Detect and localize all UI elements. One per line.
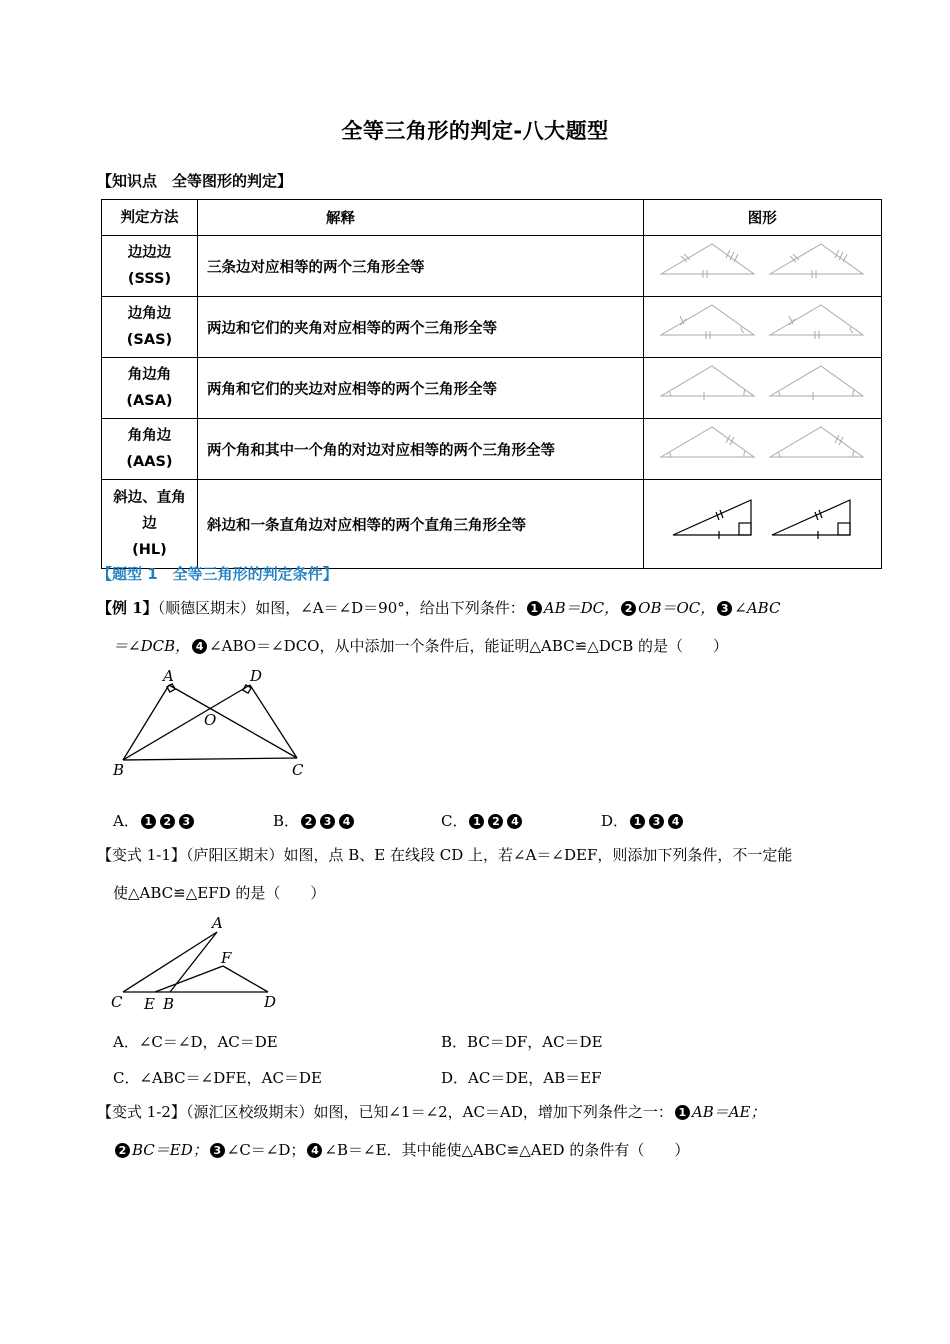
circled-number: 2 [115,1143,130,1158]
example1-option-d: D． 1 3 4 [601,810,685,831]
label-B: B [113,761,125,779]
knowledge-heading: 【知识点 全等图形的判定】 [97,172,293,190]
example1-text: 如图，∠A＝∠D＝90°，给出下列条件： [255,599,525,617]
label-D: D [264,993,277,1011]
method-desc: 三条边对应相等的两个三角形全等 [197,236,643,297]
method-desc: 两个角和其中一个角的对边对应相等的两个三角形全等 [197,419,643,480]
circled-number: 1 [527,601,542,616]
method-desc: 斜边和一条直角边对应相等的两个直角三角形全等 [197,480,643,569]
table-row [102,419,882,480]
variant11-line1 [97,845,792,865]
label-A: A [212,914,223,932]
circled-number: 3 [320,814,335,829]
circled-number: 1 [469,814,484,829]
condition-1: AB＝DC， [543,599,620,617]
circled-number: 4 [339,814,354,829]
example1-line1 [97,598,780,618]
circled-number: 4 [507,814,522,829]
variant11-tag: 【变式 1-1】 [97,846,186,864]
circled-number: 3 [717,601,732,616]
circled-number: 4 [192,639,207,654]
circled-number: 1 [675,1105,690,1120]
table-header-row [102,200,882,236]
table-row [102,236,882,297]
example1-tag: 【例 1】 [97,599,158,617]
variant11-option-a: A．∠C＝∠D，AC＝DE [113,1033,278,1051]
variant11-line2: 使△ABC≌△EFD 的是（ ） [113,884,326,902]
condition-3-cont: ＝∠DCB， [113,637,191,655]
method-name: 斜边、直角 [113,490,186,506]
example1-source: （顺德区期末） [157,599,256,617]
variant11-source: （庐阳区期末） [185,846,284,864]
method-abbr: (HL) [132,542,167,558]
variant12-tag: 【变式 1-2】 [97,1103,186,1121]
figure-asa [643,358,881,419]
condition-4: ∠ABO＝∠DCO，从中添加一个条件后，能证明△ABC≌△DCB 的是（ ） [209,637,729,655]
method-abbr: (SSS) [127,271,172,287]
table-row [102,480,882,569]
label-O: O [204,711,217,729]
variant11-figure [105,912,295,1017]
circled-number: 3 [210,1143,225,1158]
circled-number: 2 [621,601,636,616]
circled-number: 1 [630,814,645,829]
variant11-option-d: D．AC＝DE，AB＝EF [441,1069,602,1087]
example1-figure [105,665,325,783]
example1-line2 [113,636,728,656]
circled-number: 2 [301,814,316,829]
table-row [102,358,882,419]
label-E: E [144,995,155,1013]
circled-number: 4 [668,814,683,829]
variant12-condition-3: ∠C＝∠D； [226,1141,306,1159]
variant11-text: 如图，点 B、E 在线段 CD 上，若∠A＝∠DEF，则添加下列条件，不一定能 [283,846,793,864]
figure-sss [643,236,881,297]
figure-sas [643,297,881,358]
type1-heading: 【题型 1 全等三角形的判定条件】 [97,565,338,583]
method-name: 边角边 [127,306,172,322]
example1-option-b: B． 2 3 4 [273,810,356,831]
header-figure: 图形 [643,200,881,236]
page-title: 全等三角形的判定-八大题型 [341,119,609,143]
variant12-condition-4: ∠B＝∠E．其中能使△ABC≌△AED 的条件有（ ） [324,1141,690,1159]
circled-number: 2 [488,814,503,829]
example1-option-c: C． 1 2 4 [441,810,524,831]
table-row [102,297,882,358]
label-C: C [292,761,304,779]
variant12-condition-2: BC＝ED； [132,1141,208,1159]
label-D: D [250,667,263,685]
circled-number: 2 [160,814,175,829]
label-B: B [163,995,175,1013]
circled-number: 3 [649,814,664,829]
method-name: 边边边 [127,245,172,261]
circled-number: 1 [141,814,156,829]
circled-number: 4 [307,1143,322,1158]
variant12-text: 如图，已知∠1＝∠2，AC＝AD，增加下列条件之一： [313,1103,673,1121]
condition-2: OB＝OC， [638,599,716,617]
method-abbr: (AAS) [126,454,173,470]
method-desc: 两角和它们的夹边对应相等的两个三角形全等 [197,358,643,419]
variant11-option-b: B．BC＝DF，AC＝DE [441,1033,603,1051]
judgment-table [101,199,882,569]
header-desc: 解释 [197,200,643,236]
method-name-cont: 边 [142,516,157,532]
method-abbr: (ASA) [126,393,173,409]
method-name: 角边角 [127,367,172,383]
variant11-option-c: C．∠ABC＝∠DFE，AC＝DE [113,1069,322,1087]
header-method: 判定方法 [102,200,198,236]
method-name: 角角边 [127,428,172,444]
method-desc: 两边和它们的夹角对应相等的两个三角形全等 [197,297,643,358]
figure-hl [643,480,881,569]
label-A: A [163,667,174,685]
label-F: F [221,949,232,967]
figure-aas [643,419,881,480]
variant12-condition-1: AB＝AE； [691,1103,766,1121]
example1-option-a: A． 1 2 3 [113,810,196,831]
variant12-line1 [97,1102,766,1122]
method-abbr: (SAS) [126,332,173,348]
variant12-line2 [113,1140,689,1160]
circled-number: 3 [179,814,194,829]
variant12-source: （源汇区校级期末） [185,1103,314,1121]
label-C: C [111,993,123,1011]
condition-3: ∠ABC [734,599,781,617]
